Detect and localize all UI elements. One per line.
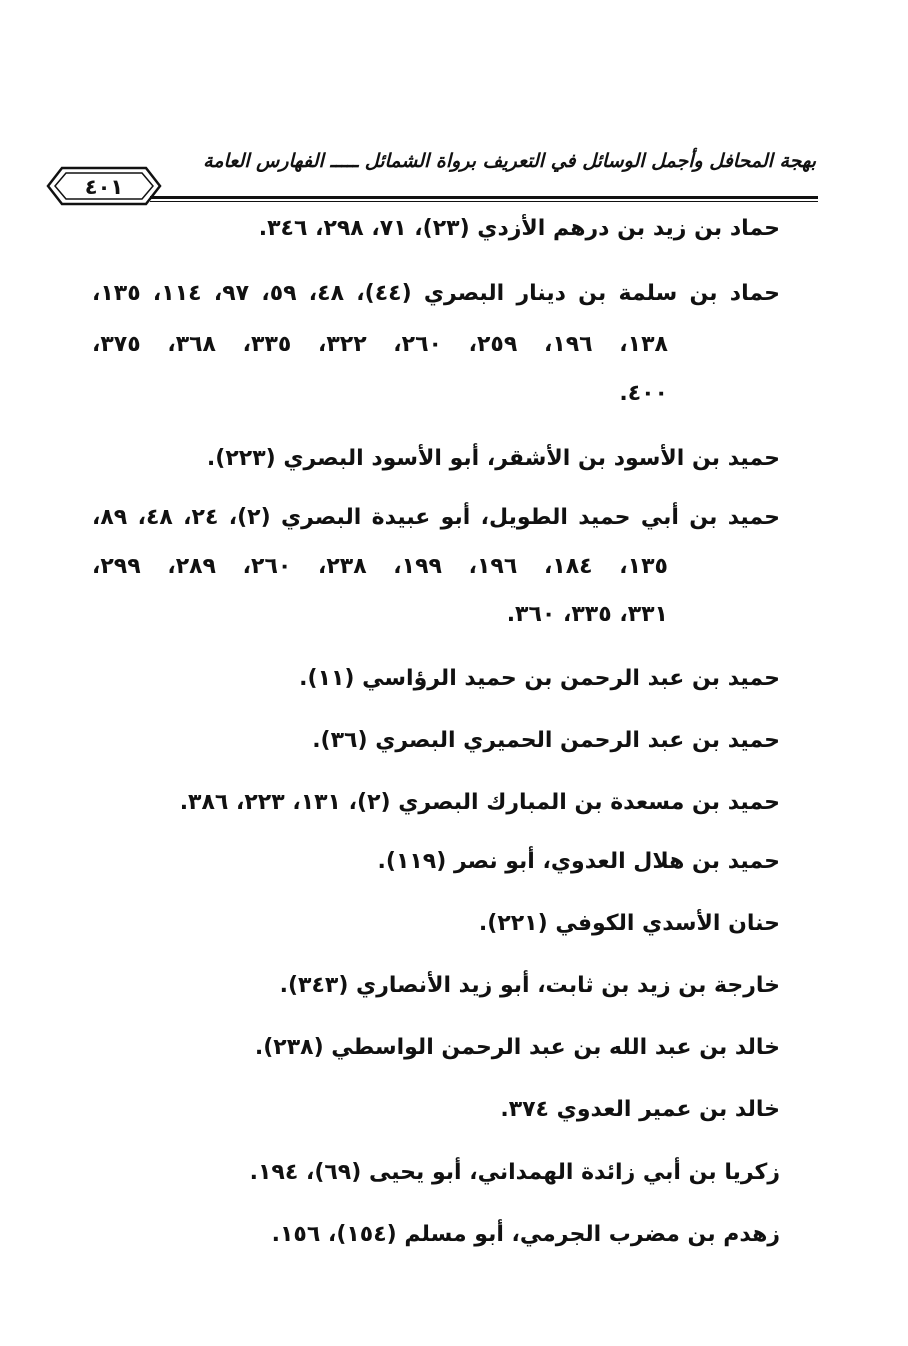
index-entry-khalid-al-wasiti: خالد بن عبد الله بن عبد الرحمن الواسطي (٢٣٨).: [254, 1035, 780, 1060]
header-rule: [150, 196, 818, 199]
index-entry-hammad-ibn-zayd: حماد بن زيد بن درهم الأزدي (٢٣)، ٧١، ٢٩٨، ٣٤٦.: [258, 216, 780, 241]
index-entry-continuation: ٣٣١، ٣٣٥، ٣٦٠.: [506, 602, 668, 627]
index-entry-continuation: ٤٠٠.: [619, 381, 668, 406]
header-rule-thin: [150, 201, 818, 202]
page-number: ٤٠١: [84, 175, 124, 199]
index-entry-humayd-ibn-al-aswad: حميد بن الأسود بن الأشقر، أبو الأسود البصري (٢٢٣).: [206, 446, 780, 471]
index-entry-humayd-ibn-masada: حميد بن مسعدة بن المبارك البصري (٢)، ١٣١، ٢٢٣، ٣٨٦.: [179, 790, 780, 815]
running-title: بهجة المحافل وأجمل الوسائل في التعريف برواة الشمائل ـــــ الفهارس العامة: [203, 150, 816, 172]
index-entry-humayd-al-ruasi: حميد بن عبد الرحمن بن حميد الرؤاسي (١١).: [299, 666, 780, 691]
index-entry-continuation: ١٣٥، ١٨٤، ١٩٦، ١٩٩، ٢٣٨، ٢٦٠، ٢٨٩، ٢٩٩،: [92, 554, 668, 579]
index-entry-hanan-al-asadi: حنان الأسدي الكوفي (٢٢١).: [478, 911, 780, 936]
index-entry-humayd-al-tawil: حميد بن أبي حميد الطويل، أبو عبيدة البصري (٢)، ٢٤، ٤٨، ٨٩،: [92, 505, 780, 530]
index-entry-zahdam-ibn-mudarrib: زهدم بن مضرب الجرمي، أبو مسلم (١٥٤)، ١٥٦.: [271, 1222, 780, 1247]
index-entry-khalid-ibn-umayr: خالد بن عمير العدوي ٣٧٤.: [500, 1097, 780, 1122]
index-entry-humayd-ibn-hilal: حميد بن هلال العدوي، أبو نصر (١١٩).: [377, 849, 780, 874]
index-entry-continuation: ١٣٨، ١٩٦، ٢٥٩، ٢٦٠، ٣٢٢، ٣٣٥، ٣٦٨، ٣٧٥،: [92, 332, 668, 357]
index-entry-zakariya-ibn-abi-zaida: زكريا بن أبي زائدة الهمداني، أبو يحيى (٦٩)، ١٩٤.: [249, 1160, 780, 1185]
index-entry-kharija-ibn-zayd: خارجة بن زيد بن ثابت، أبو زيد الأنصاري (٣٤٣).: [279, 973, 780, 998]
index-entry-humayd-al-himyari: حميد بن عبد الرحمن الحميري البصري (٣٦).: [312, 728, 780, 753]
index-entry-hammad-ibn-salama: حماد بن سلمة بن دينار البصري (٤٤)، ٤٨، ٥٩، ٩٧، ١١٤، ١٣٥،: [92, 281, 780, 306]
